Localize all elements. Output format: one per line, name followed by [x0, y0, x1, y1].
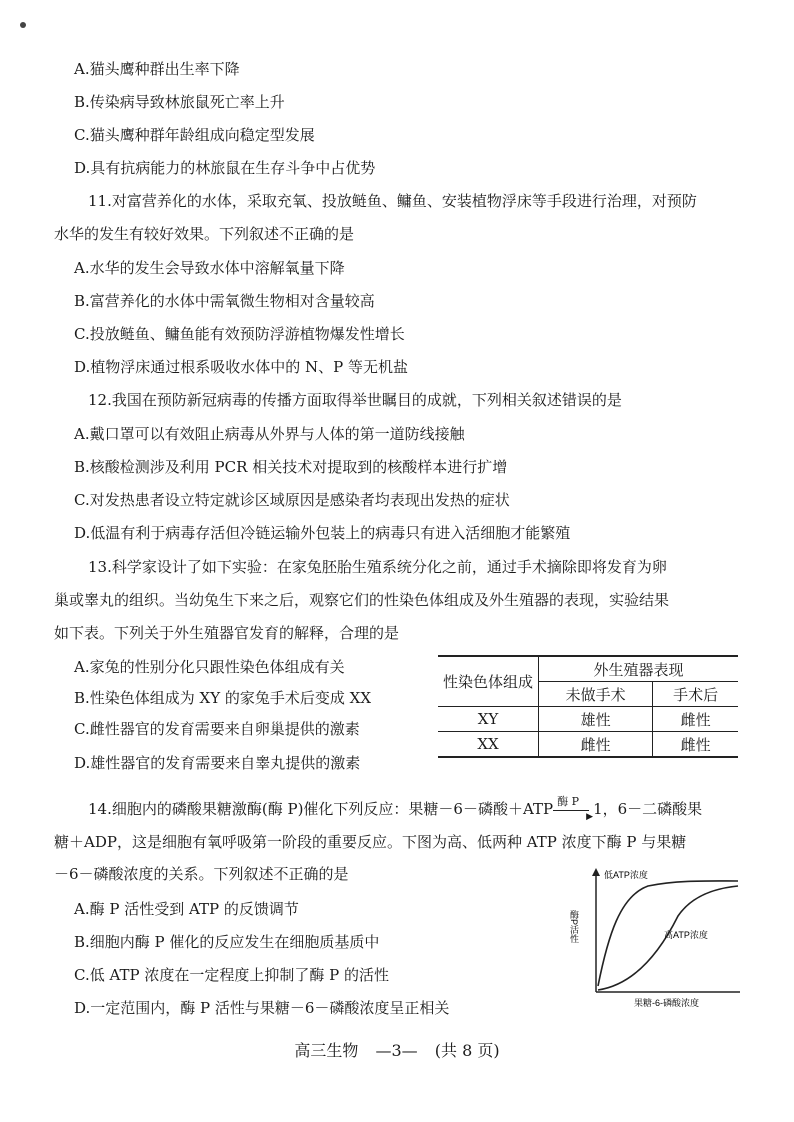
q11-stem-line1: 11.对富营养化的水体，采取充氧、投放鲢鱼、鳙鱼、安装植物浮床等手段进行治理，对预防: [88, 192, 697, 210]
q14-stem-line3: －6－磷酸浓度的关系。下列叙述不正确的是: [54, 865, 349, 883]
table-header-no-surgery: 未做手术: [539, 682, 653, 707]
q11-option-a: A.水华的发生会导致水体中溶解氧量下降: [74, 259, 345, 277]
footer-page-number: —3—: [375, 1041, 418, 1060]
q10-option-a: A.猫头鹰种群出生率下降: [74, 60, 240, 78]
q14-option-b: B.细胞内酶 P 催化的反应发生在细胞质基质中: [74, 933, 380, 951]
reaction-arrow-label: 酶 P: [557, 795, 579, 808]
q14-option-d: D.一定范围内，酶 P 活性与果糖－6－磷酸浓度呈正相关: [74, 999, 450, 1017]
q12-option-a: A.戴口罩可以有效阻止病毒从外界与人体的第一道防线接触: [74, 425, 465, 443]
q10-option-d: D.具有抗病能力的林旅鼠在生存斗争中占优势: [74, 159, 376, 177]
scan-mark: [20, 22, 26, 28]
enzyme-activity-graph: [568, 866, 744, 1010]
table-cell-after-surgery: 雌性: [653, 707, 738, 732]
y-axis-label: 酶P活性: [569, 910, 579, 944]
q14-option-c: C.低 ATP 浓度在一定程度上抑制了酶 P 的活性: [74, 966, 389, 984]
q11-option-b: B.富营养化的水体中需氧微生物相对含量较高: [74, 292, 375, 310]
table-cell-chrom: XY: [438, 707, 539, 732]
x-axis-label: 果糖-6-磷酸浓度: [634, 998, 699, 1008]
q11-option-d: D.植物浮床通过根系吸收水体中的 N、P 等无机盐: [74, 358, 409, 376]
table-cell-after-surgery: 雌性: [653, 732, 738, 758]
q13-option-b: B.性染色体组成为 XY 的家兔手术后变成 XX: [74, 689, 372, 707]
q13-option-a: A.家兔的性别分化只跟性染色体组成有关: [74, 658, 345, 676]
high-atp-label: 高ATP浓度: [664, 930, 708, 940]
page-footer: [0, 1038, 794, 1061]
table-cell-chrom: XX: [477, 735, 499, 753]
q10-option-b: B.传染病导致林旅鼠死亡率上升: [74, 93, 285, 111]
table-header-chromosome: 性染色体组成: [438, 656, 539, 707]
q12-option-d: D.低温有利于病毒存活但冷链运输外包装上的病毒只有进入活细胞才能繁殖: [74, 524, 571, 542]
q12-option-c: C.对发热患者设立特定就诊区域原因是感染者均表现出发热的症状: [74, 491, 510, 509]
low-atp-label: 低ATP浓度: [604, 870, 648, 880]
table-header-external-genitalia: 外生殖器表现: [539, 656, 739, 682]
q14-stem-line2: 糖＋ADP，这是细胞有氧呼吸第一阶段的重要反应。下图为高、低两种 ATP 浓度下酶 P 与果糖: [54, 833, 687, 851]
q14-option-a: A.酶 P 活性受到 ATP 的反馈调节: [74, 900, 299, 918]
q13-option-c: C.雌性器官的发育需要来自卵巢提供的激素: [74, 720, 360, 738]
y-axis-arrow: [592, 868, 600, 876]
q12-stem: 12.我国在预防新冠病毒的传播方面取得举世瞩目的成就，下列相关叙述错误的是: [88, 391, 622, 409]
q10-option-c: C.猫头鹰种群年龄组成向稳定型发展: [74, 126, 315, 144]
q13-stem-line1: 13.科学家设计了如下实验：在家兔胚胎生殖系统分化之前，通过手术摘除即将发育为卵: [88, 558, 667, 576]
table-header-after-surgery: 手术后: [653, 682, 738, 707]
q11-stem-line2: 水华的发生有较好效果。下列叙述不正确的是: [54, 225, 355, 243]
q14-stem-line1-part-a: 14.细胞内的磷酸果糖激酶(酶 P)催化下列反应：果糖－6－磷酸＋ATP: [88, 800, 554, 818]
table-cell-no-surgery: 雌性: [539, 732, 653, 758]
q11-option-c: C.投放鲢鱼、鳙鱼能有效预防浮游植物爆发性增长: [74, 325, 405, 343]
q14-stem-line1: [88, 795, 703, 822]
footer-subject: 高三生物: [294, 1041, 359, 1060]
reaction-arrow: 酶 P ▶: [553, 803, 593, 817]
q13-results-table: [438, 655, 738, 758]
q12-option-b: B.核酸检测涉及利用 PCR 相关技术对提取到的核酸样本进行扩增: [74, 458, 508, 476]
table-cell-no-surgery: 雄性: [539, 707, 653, 732]
q14-stem-line1-part-b: 1，6－二磷酸果: [593, 800, 703, 818]
q13-option-d: D.雄性器官的发育需要来自睾丸提供的激素: [74, 754, 361, 772]
q13-stem-line2: 巢或睾丸的组织。当幼兔生下来之后，观察它们的性染色体组成及外生殖器的表现，实验结果: [54, 591, 670, 609]
q13-stem-line3: 如下表。下列关于外生殖器官发育的解释，合理的是: [54, 624, 400, 642]
footer-total-pages: (共 8 页): [434, 1041, 500, 1060]
